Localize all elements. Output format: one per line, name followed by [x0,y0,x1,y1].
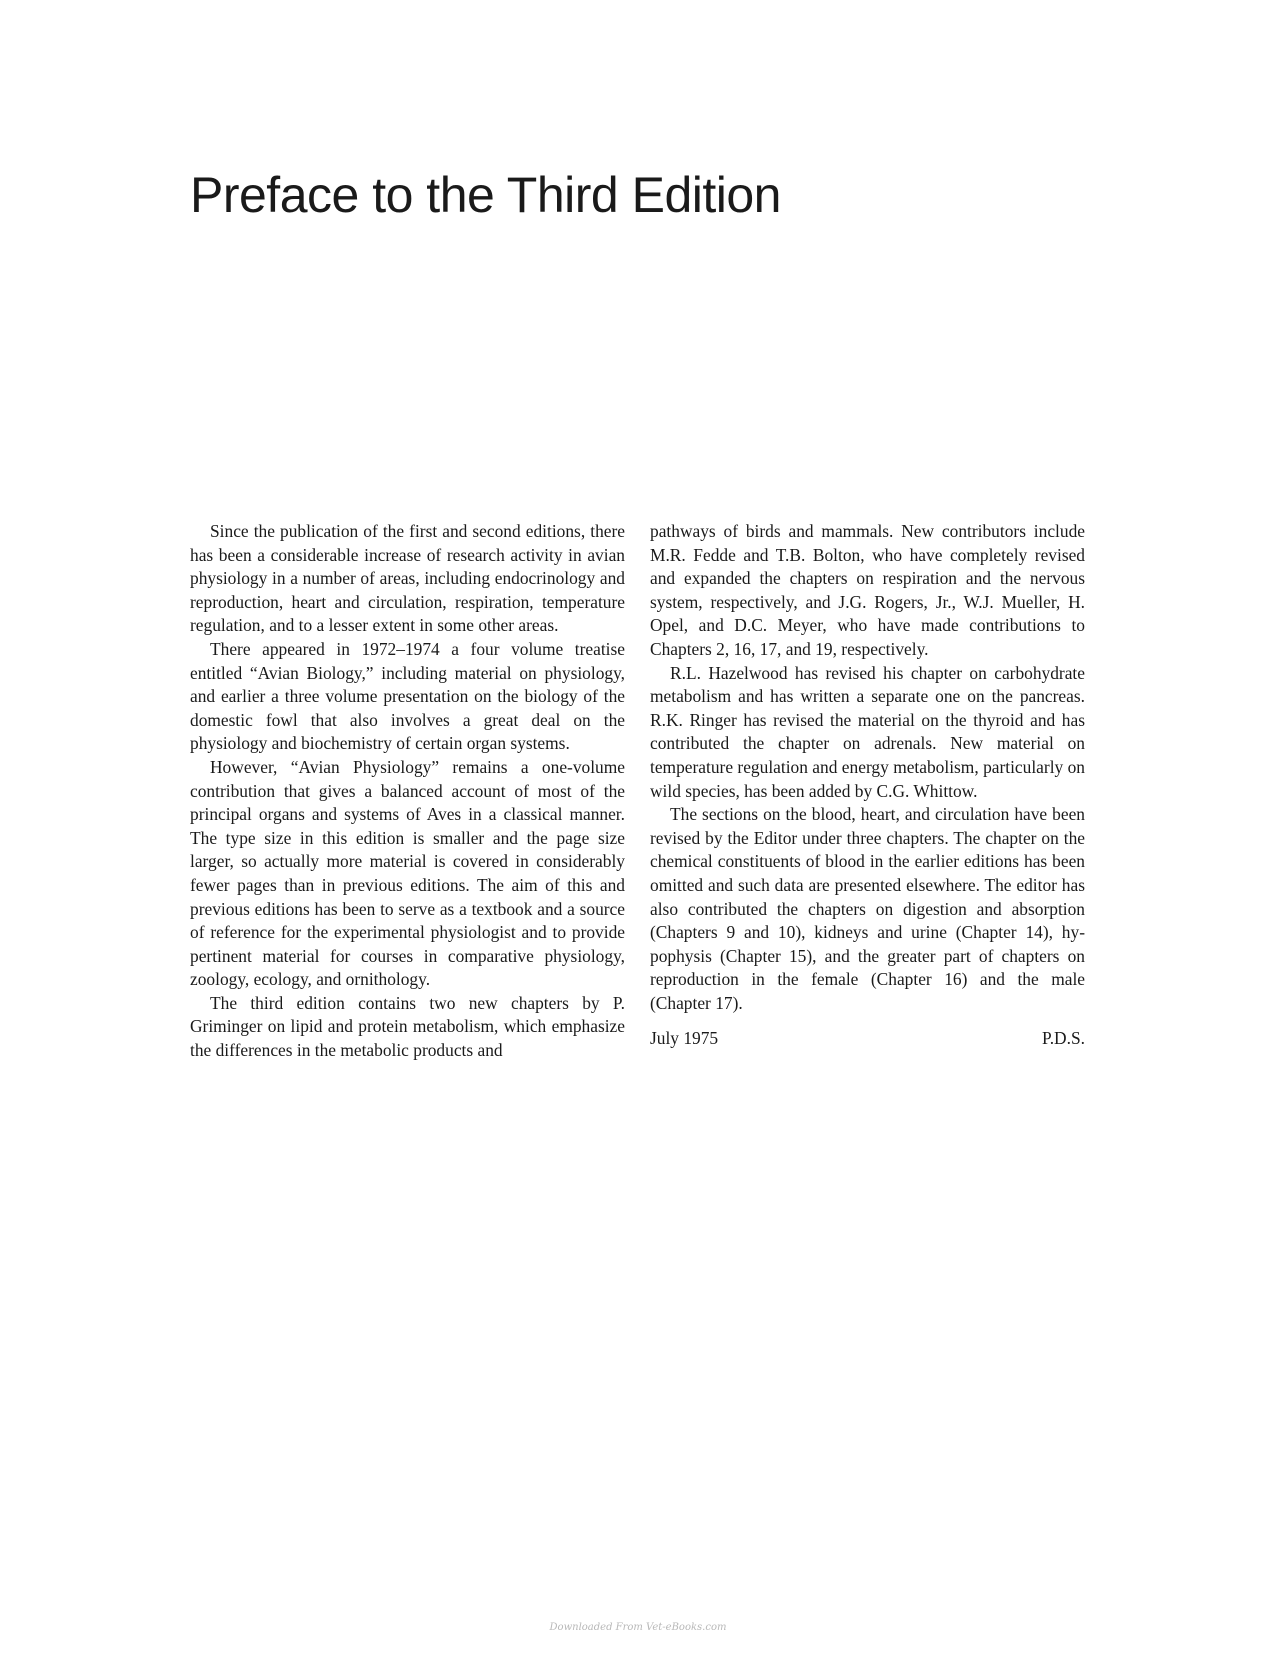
page-title: Preface to the Third Edition [190,167,781,223]
paragraph: There appeared in 1972–1974 a four volume treatise entitled “Avian Biology,” including material on physiology, and earlier a three volume presentation on the biology of the domestic fowl that also involves a great deal on the physiology and biochemistry of certain organ systems. [190,638,625,754]
paragraph: R.L. Hazelwood has revised his chapter on carbohydrate metabolism and has written a separate one on the pancreas. R.K. Ringer has revised the material on the thyroid and has contributed the chapter on adrenals. New material on temperature regulation and energy metabolism, particularly on wild species, has been added by C.G. Whittow. [650,662,1085,801]
paragraph: The sections on the blood, heart, and circulation have been revised by the Editor under three chapters. The chapter on the chemical constituents of blood in the earlier editions has been omitted and such data are presented elsewhere. The editor has also contributed the chapters on digestion and absorption (Chapters 9 and 10), kidneys and urine (Chapter 14), hypophysis (Chapter 15), and the greater part of chapters on reproduction in the female (Chapter 16) and the male (Chapter 17). [650,804,1085,1013]
paragraph: The third edition contains two new chapters by P. Griminger on lipid and protein metabolism, which emphasize the differences in the metabolic products and [190,992,625,1061]
signature-date: July 1975 [650,1028,719,1049]
footer-watermark: Downloaded From Vet-eBooks.com [549,1622,727,1633]
signature-line [650,1027,1085,1051]
signature-initials: P.D.S. [1041,1028,1085,1049]
left-column [190,520,625,1063]
paragraph: However, “Avian Physiology” remains a one-volume contribution that gives a balanced account of most of the principal organs and systems of Aves in a classical manner. The type size in this edition is smaller and the page size larger, so actually more material is covered in considerably fewer pages than in previous editions. The aim of this and previous editions has been to serve as a textbook and a source of reference for the experimental physiologist and to provide pertinent material for courses in comparative physiology, zoology, ecology, and ornithology. [190,756,625,990]
paragraph-continuation: pathways of birds and mammals. New contributors include M.R. Fedde and T.B. Bolton, who have completely revised and expanded the chapters on respiration and the nervous system, respectively, and J.G. Rogers, Jr., W.J. Mueller, H. Opel, and D.C. Meyer, who have made contributions to Chapters 2, 16, 17, and 19, respectively. [650,521,1085,659]
paragraph: Since the publication of the first and second editions, there has been a considerable increase of research activity in avian physiology in a number of areas, including endocrinology and reproduction, heart and circulation, respiration, temperature regulation, and to a lesser extent in some other areas. [190,521,625,636]
right-column [650,520,1085,1051]
